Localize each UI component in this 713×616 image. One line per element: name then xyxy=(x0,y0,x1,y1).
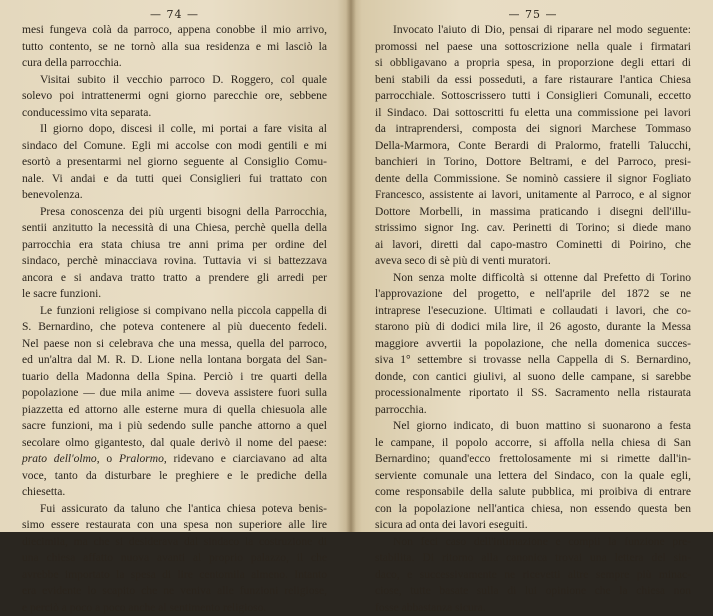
text-line: piazzetta ed attorno alle esterne mura di quella chiesuola alle xyxy=(22,402,327,419)
text-line: tuario della Madonna della Spina. Perciò i tre quarti della xyxy=(22,369,327,386)
book-gutter xyxy=(346,0,356,532)
text-line: simo essere restaurata con una spesa non superiore alle lire xyxy=(22,517,327,534)
text-line: con la popolazione nell'antica chiesa, non essendo questa ben xyxy=(375,501,691,518)
text-line: Dottore Morbelli, in massima praticando i disegni dell'illu- xyxy=(375,204,691,221)
text-line: fosse abbastanza sicura. xyxy=(375,600,691,616)
text-line: aveva seco di sè più di venti muratori. xyxy=(375,253,691,270)
text-line: maggiore avvertii la popolazione, che nella domenica succes- xyxy=(375,336,691,353)
text-line: Francesco, assistente ai lavori, unitamente al Parroco, e al signor xyxy=(375,187,691,204)
text-line: sentii anzitutto la necessità di una Chiesa, perchè quella della xyxy=(22,220,327,237)
text-line: parrocchia. xyxy=(375,402,691,419)
text-line: beni stabili da essi posseduti, a fare ristaurare l'antica Chiesa xyxy=(375,72,691,89)
text-line: Non feci caso dell'intimazione e compii la funzione pre- xyxy=(375,534,691,551)
text-line: siva 1° settembre si trovasse nella Cappella di S. Bernardino, xyxy=(375,352,691,369)
text-line: Nel paese non si celebrava che una messa, quella del parroco, xyxy=(22,336,327,353)
page-number-left: — 74 — xyxy=(22,8,327,22)
text-line: Le funzioni religiose si compivano nella piccola cappella di xyxy=(22,303,327,320)
text-line: solevo poi intrattenermi ogni giorno parecchie ore, sebbene xyxy=(22,88,327,105)
text-line: stabilita. Di ritorno alla canonica trovai una lettera del sin- xyxy=(375,550,691,567)
text-line: donde, con cantici giulivi, al suono delle campane, si sarebbe xyxy=(375,369,691,386)
text-line: strissimo signor Ing. cav. Perinetti di Torino; si diede mano xyxy=(375,220,691,237)
text-line: cura della parrocchia. xyxy=(22,55,327,72)
text-line: voce, tanto da disturbare le preghiere e le prediche della xyxy=(22,468,327,485)
text-line: le campane, il popolo accorre, si affolla nella chiesa di San xyxy=(375,435,691,452)
text-line: promossi nel paese una sottoscrizione nella quale i firmatari xyxy=(375,39,691,56)
text-line: Bernardino; quand'ecco frettolosamente mi si rimette dall'in- xyxy=(375,451,691,468)
text-line: avrebbe importato la spesa di lire centomila almeno. Intanto xyxy=(22,567,327,584)
right-page xyxy=(351,0,713,532)
text-line: daco, e successivamente ne ricevetti altre sempre più minac- xyxy=(375,567,691,584)
text-line: processionalmente riportato il SS. Sacramento nella ristaurata xyxy=(375,385,691,402)
text-line: Della-Marmora, Conte Berardi di Pralormo, fratelli Talucchi, xyxy=(375,138,691,155)
text-line: da intraprendersi, composta dei signori Marchese Tommaso xyxy=(375,121,691,138)
text-line: intraprese l'esecuzione. Ultimati e collaudati i lavori, che co- xyxy=(375,303,691,320)
text-line: una chiesa affatto nuova avanti al proprio palazzo, il che xyxy=(22,550,327,567)
text-line: benevolenza. xyxy=(22,187,327,204)
text-line: diecimila, ma che si desiderava dal sindaco la costruzione di xyxy=(22,534,327,551)
text-line: secolare olmo gigantesto, dal quale derivò il nome del paese: xyxy=(22,435,327,452)
text-line: parrocchia era stata chiusa tre anni prima per ordine del xyxy=(22,237,327,254)
text-line: Invocato l'aiuto di Dio, pensai di riparare nel modo seguente: xyxy=(375,22,691,39)
text-line: ed un'altra dal M. R. D. Lione nella lontana borgata del San- xyxy=(22,352,327,369)
text-line: nale. Vi andai e da tutti quei Consiglieri fui trattato con xyxy=(22,171,327,188)
text-line: chiesetta. xyxy=(22,484,327,501)
text-line: popolazione — due mila anime — doveva assistere fuori sulla xyxy=(22,385,327,402)
text-line: come responsabile della salute pubblica, mi proibiva di entrare xyxy=(375,484,691,501)
text-line: Presa conoscenza dei più urgenti bisogni della Parrocchia, xyxy=(22,204,327,221)
text-line: parrocchiale. Sottoscrissero tutti i Consiglieri Comunali, eccetto xyxy=(375,88,691,105)
text-line: sicura ad onta dei lavori eseguiti. xyxy=(375,517,691,534)
page-number-right: — 75 — xyxy=(375,8,691,22)
text-line: ciose, tutte basate sulla di lui opinione che la chiesa non xyxy=(375,583,691,600)
text-line: dente della Commissione. Se nominò cassiere il signor Fogliato xyxy=(375,171,691,188)
text-line: Fui assicurato da taluno che l'antica chiesa poteva benis- xyxy=(22,501,327,518)
text-line: prato dell'olmo, o Pralormo, ridevano e ciarciavano ad alta xyxy=(22,451,327,468)
text-line: serviente comunale una lettera del Sindaco, con la quale egli, xyxy=(375,468,691,485)
text-line: si obbligavano a propria spesa, in proporzione degli ettari di xyxy=(375,55,691,72)
text-line: Nel giorno indicato, di buon mattino si suonarono a festa xyxy=(375,418,691,435)
text-line: ancora e si andava tratto tratto a prendere gli arredi per xyxy=(22,270,327,287)
text-line: conducessimo vita separata. xyxy=(22,105,327,122)
text-line: banchieri in Torino, Dottore Beltrami, e del Parroco, presi- xyxy=(375,154,691,171)
text-line: sindaco del Comune. Egli mi accolse con modi gentili e mi xyxy=(22,138,327,155)
right-page-text xyxy=(375,22,691,616)
text-line: starono più di dodici mila lire, il 26 agosto, durante la Messa xyxy=(375,319,691,336)
text-line: esortò a presentarmi nel giorno seguente al Consiglio Comu- xyxy=(22,154,327,171)
text-line: l'approvazione del progetto, e nell'aprile del 1872 se ne xyxy=(375,286,691,303)
text-line: ai lavori, diretti dal capo-mastro Cominetti di Poirino, che xyxy=(375,237,691,254)
text-line: Il giorno dopo, discesi il colle, mi portai a fare visita al xyxy=(22,121,327,138)
text-line: tutto contento, se ne tornò alla sua residenza e mi lasciò la xyxy=(22,39,327,56)
left-page xyxy=(0,0,351,532)
text-line: le sacre funzioni. xyxy=(22,286,327,303)
text-line: S. Bernardino, che poteva contenere al più duecento fedeli. xyxy=(22,319,327,336)
text-line: Non senza molte difficoltà si ottenne dal Prefetto di Torino xyxy=(375,270,691,287)
text-line: sindaco, perchè minacciava rovina. Tuttavia vi si battezzava xyxy=(22,253,327,270)
text-line: il Sindaco. Dai sottoscritti fu eletta una commissione pei lavori xyxy=(375,105,691,122)
text-line: sacre funzioni, ma i più sedendo sulle panche attorno a quel xyxy=(22,418,327,435)
text-line: mesi fungeva colà da parroco, appena conobbe il mio arrivo, xyxy=(22,22,327,39)
left-page-text xyxy=(22,22,327,616)
text-line: Visitai subito il vecchio parroco D. Roggero, col quale xyxy=(22,72,327,89)
text-line: e perciò a poco a poco anche al sentimento religioso. xyxy=(22,600,327,616)
text-line: era evidente lo scapito che ne veniva alle funzioni religiose, xyxy=(22,583,327,600)
